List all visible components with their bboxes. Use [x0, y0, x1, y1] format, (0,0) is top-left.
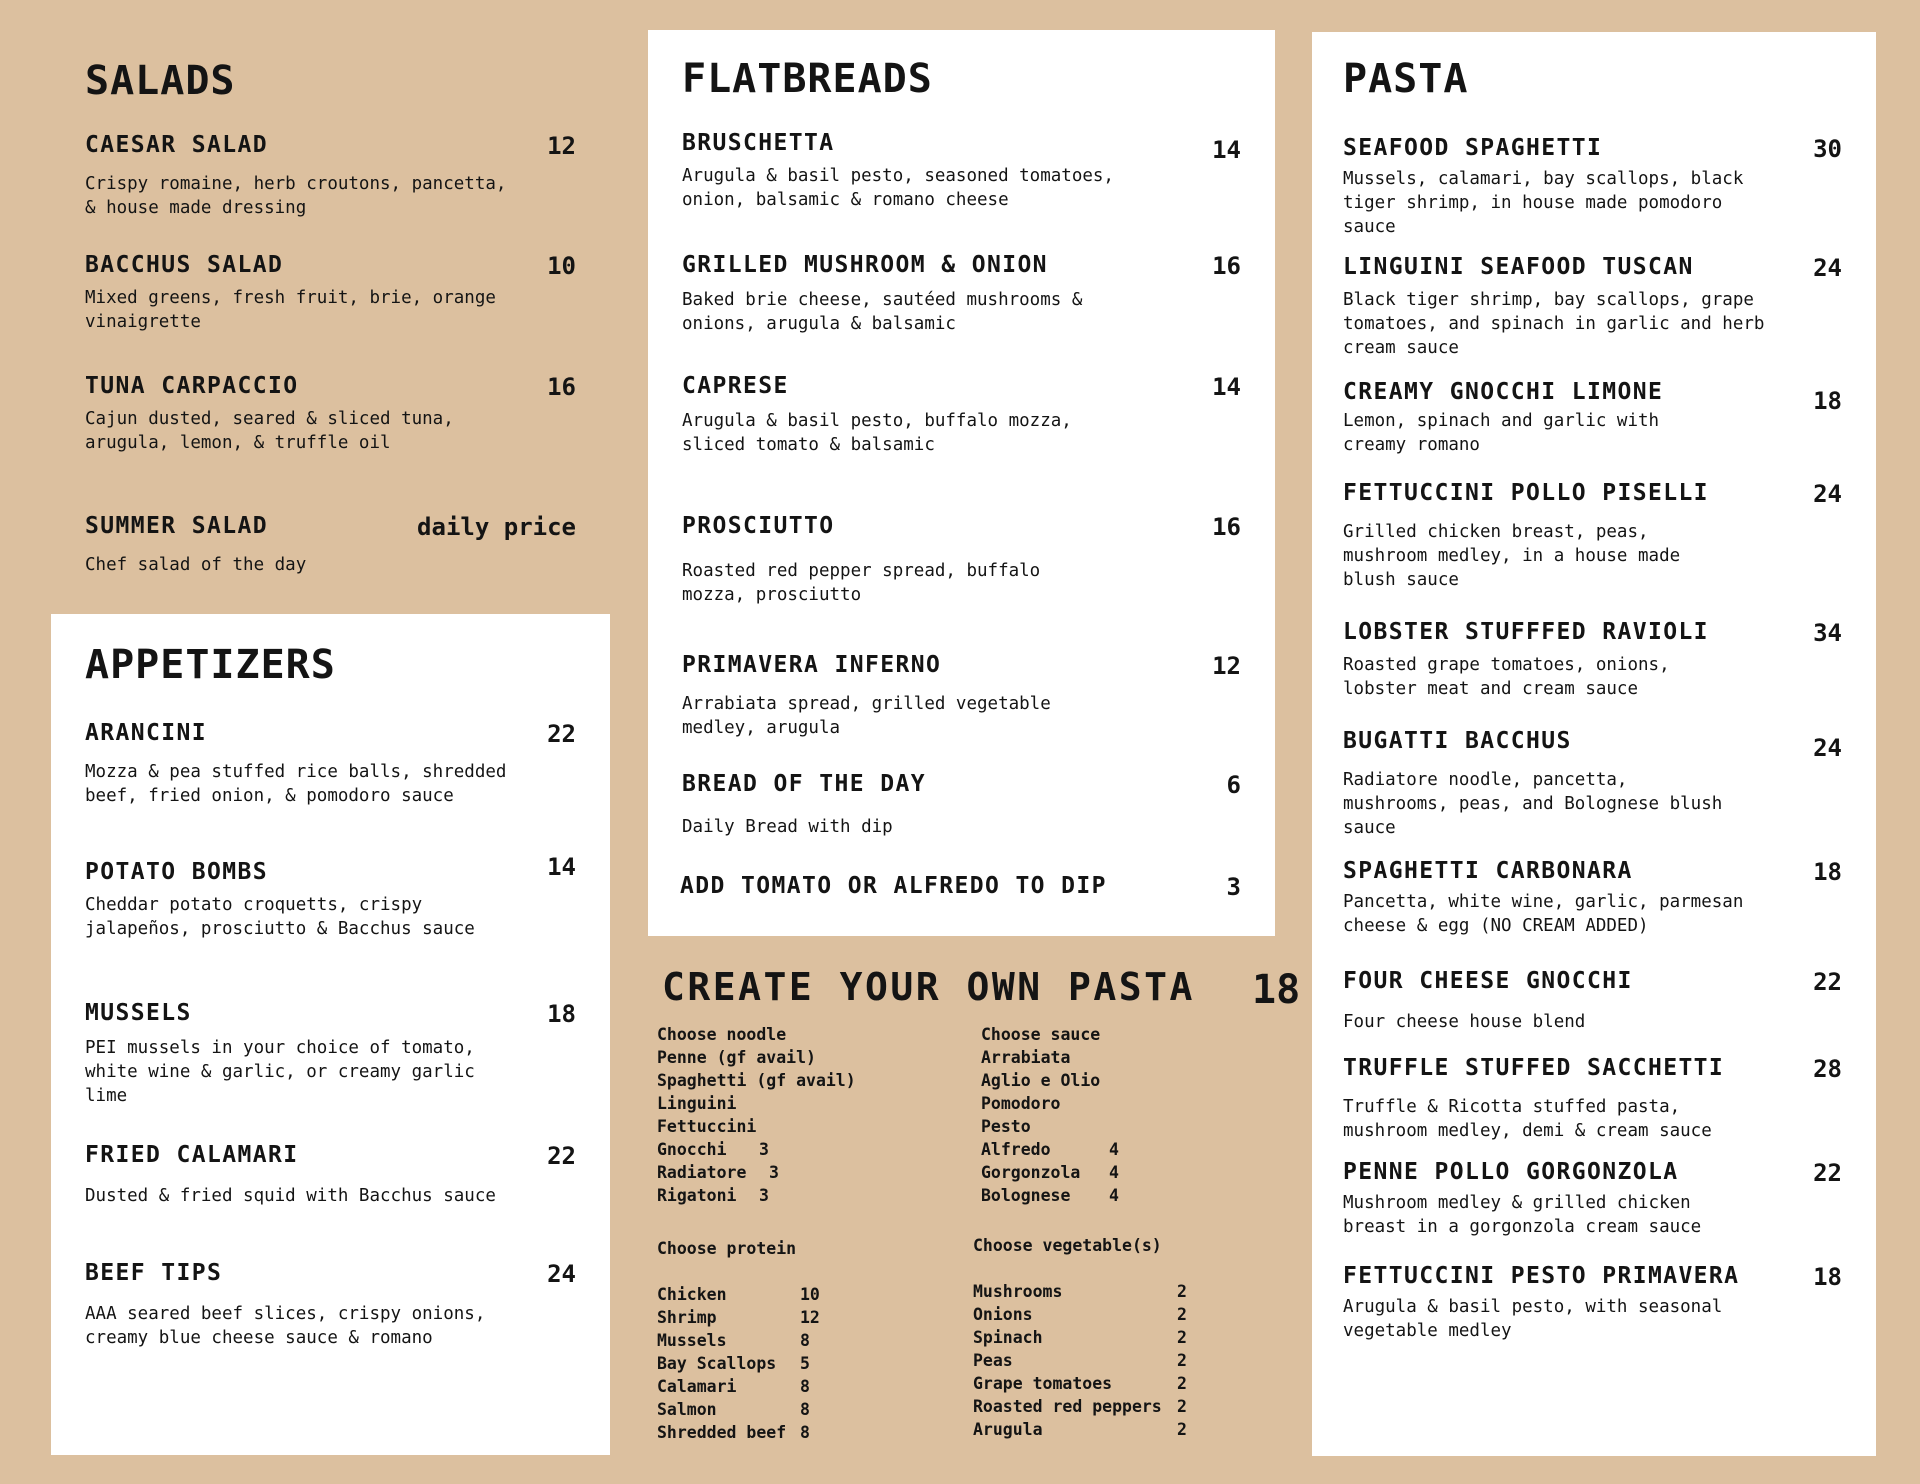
- option-name: Onions: [973, 1305, 1033, 1324]
- item-price: 16: [1212, 252, 1241, 280]
- item-price: 12: [1212, 652, 1241, 680]
- option-row: [657, 1283, 957, 1306]
- menu-item: [85, 1260, 576, 1350]
- option-name: Spaghetti (gf avail): [657, 1071, 856, 1090]
- menu-item: [680, 873, 1241, 899]
- item-description: Arrabiata spread, grilled vegetable medley, arugula: [682, 694, 1051, 738]
- item-name: SUMMER SALAD: [85, 513, 268, 539]
- menu-item: [85, 853, 576, 941]
- item-description: Lemon, spinach and garlic with creamy romano: [1343, 411, 1660, 455]
- option-price: 2: [1177, 1328, 1187, 1347]
- item-description: PEI mussels in your choice of tomato, white wine & garlic, or creamy garlic lime: [85, 1038, 475, 1106]
- item-name: BACCHUS SALAD: [85, 252, 284, 278]
- menu-item: [1343, 480, 1842, 592]
- option-price: 8: [800, 1400, 810, 1419]
- option-price: 4: [1109, 1140, 1119, 1159]
- option-heading: Choose sauce: [981, 1025, 1101, 1044]
- flatbreads-section: [648, 30, 1275, 936]
- item-description: Arugula & basil pesto, seasoned tomatoes, onion, balsamic & romano cheese: [682, 166, 1114, 210]
- option-name: Spinach: [973, 1328, 1043, 1347]
- menu-item: [85, 1142, 576, 1208]
- item-price: 22: [547, 1142, 576, 1170]
- option-row: [657, 1138, 957, 1161]
- option-price: 3: [759, 1140, 769, 1159]
- option-row: [973, 1395, 1293, 1418]
- section-title: APPETIZERS: [85, 642, 336, 688]
- item-name: CAPRESE: [682, 373, 789, 399]
- option-name: Bolognese: [981, 1186, 1071, 1205]
- option-price: 4: [1109, 1163, 1119, 1182]
- option-heading: Choose noodle: [657, 1025, 787, 1044]
- option-row: [657, 1421, 957, 1444]
- section-title: CREATE YOUR OWN PASTA: [662, 965, 1195, 1009]
- option-price: 8: [800, 1331, 810, 1350]
- menu-item: [682, 130, 1241, 212]
- option-row: [973, 1326, 1293, 1349]
- option-row: [973, 1372, 1293, 1395]
- item-description: Chef salad of the day: [85, 555, 307, 575]
- sauce-options: [981, 1023, 1281, 1207]
- item-name: CAESAR SALAD: [85, 132, 268, 158]
- option-row: [973, 1349, 1293, 1372]
- option-name: Shrimp: [657, 1308, 717, 1327]
- option-row: [973, 1418, 1293, 1441]
- item-price: 22: [1813, 968, 1842, 996]
- salads-section: [51, 44, 610, 616]
- option-row: [657, 1306, 957, 1329]
- item-price: 16: [1212, 513, 1241, 541]
- menu-item: [1343, 1159, 1842, 1239]
- option-price: 2: [1177, 1420, 1187, 1439]
- option-row: [981, 1161, 1281, 1184]
- menu-item: [85, 720, 576, 808]
- menu-item: [682, 652, 1241, 740]
- vegetable-options: [973, 1234, 1293, 1441]
- item-description: Four cheese house blend: [1343, 1012, 1586, 1032]
- item-name: POTATO BOMBS: [85, 859, 268, 885]
- item-price: 18: [547, 1000, 576, 1028]
- section-price: 18: [1252, 967, 1301, 1013]
- item-price: 24: [547, 1260, 576, 1288]
- option-name: Penne (gf avail): [657, 1048, 816, 1067]
- option-name: Grape tomatoes: [973, 1374, 1113, 1393]
- item-name: SEAFOOD SPAGHETTI: [1343, 135, 1603, 161]
- option-row: [657, 1398, 957, 1421]
- item-description: Radiatore noodle, pancetta, mushrooms, peas, and Bolognese blush sauce: [1343, 770, 1723, 838]
- option-price: 2: [1177, 1374, 1187, 1393]
- section-title: FLATBREADS: [682, 56, 933, 102]
- item-price: 34: [1813, 619, 1842, 647]
- item-description: Mussels, calamari, bay scallops, black tiger shrimp, in house made pomodoro sauce: [1343, 169, 1744, 237]
- option-name: Gnocchi: [657, 1140, 727, 1159]
- item-price: 18: [1813, 1263, 1842, 1291]
- menu-item: [682, 513, 1241, 607]
- option-row: [981, 1138, 1281, 1161]
- option-row: [981, 1046, 1281, 1069]
- option-name: Pesto: [981, 1117, 1031, 1136]
- option-price: 3: [759, 1186, 769, 1205]
- item-description: Truffle & Ricotta stuffed pasta, mushroom medley, demi & cream sauce: [1343, 1097, 1712, 1141]
- option-name: Calamari: [657, 1377, 737, 1396]
- menu-item: [1343, 379, 1842, 457]
- item-description: Dusted & fried squid with Bacchus sauce: [85, 1186, 496, 1206]
- menu-item: [85, 1000, 576, 1108]
- menu-item: [1343, 619, 1842, 701]
- item-price: 18: [1813, 858, 1842, 886]
- option-row: [657, 1046, 957, 1069]
- option-name: Mushrooms: [973, 1282, 1063, 1301]
- option-row: [973, 1303, 1293, 1326]
- item-price: 3: [1226, 873, 1241, 901]
- menu-item: [1343, 254, 1842, 360]
- item-name: GRILLED MUSHROOM & ONION: [682, 252, 1048, 278]
- menu-item: [682, 373, 1241, 457]
- option-row: [657, 1069, 957, 1092]
- create-your-own-pasta-section: [648, 955, 1308, 1460]
- option-name: Pomodoro: [981, 1094, 1061, 1113]
- item-description: Cheddar potato croquetts, crispy jalapeños, prosciutto & Bacchus sauce: [85, 895, 475, 939]
- menu-item: [85, 513, 576, 577]
- item-name: BUGATTI BACCHUS: [1343, 728, 1572, 754]
- item-name: TUNA CARPACCIO: [85, 373, 299, 399]
- option-name: Alfredo: [981, 1140, 1051, 1159]
- item-name: TRUFFLE STUFFED SACCHETTI: [1343, 1055, 1725, 1081]
- item-description: Black tiger shrimp, bay scallops, grape tomatoes, and spinach in garlic and herb cream sauce: [1343, 290, 1765, 358]
- option-price: 4: [1109, 1186, 1119, 1205]
- option-name: Aglio e Olio: [981, 1071, 1101, 1090]
- pasta-section: [1312, 32, 1876, 1456]
- menu-item: [1343, 968, 1842, 1034]
- item-price: 30: [1813, 135, 1842, 163]
- option-name: Arrabiata: [981, 1048, 1071, 1067]
- menu-item: [85, 252, 576, 334]
- option-price: 10: [800, 1285, 820, 1304]
- menu-item: [682, 252, 1241, 336]
- item-name: BRUSCHETTA: [682, 130, 835, 156]
- option-name: Gorgonzola: [981, 1163, 1081, 1182]
- item-description: Mixed greens, fresh fruit, brie, orange vinaigrette: [85, 288, 496, 332]
- option-price: 2: [1177, 1305, 1187, 1324]
- item-description: Arugula & basil pesto, buffalo mozza, sliced tomato & balsamic: [682, 411, 1072, 455]
- option-name: Roasted red peppers: [973, 1397, 1162, 1416]
- item-name: ARANCINI: [85, 720, 207, 746]
- item-price: 12: [547, 132, 576, 160]
- option-heading: Choose protein: [657, 1239, 797, 1258]
- item-name: CREAMY GNOCCHI LIMONE: [1343, 379, 1664, 405]
- option-price: 2: [1177, 1282, 1187, 1301]
- item-name: BREAD OF THE DAY: [682, 771, 926, 797]
- item-price: 10: [547, 252, 576, 280]
- option-name: Rigatoni: [657, 1186, 737, 1205]
- option-row: [981, 1092, 1281, 1115]
- item-name: PENNE POLLO GORGONZOLA: [1343, 1159, 1679, 1185]
- item-price: daily price: [417, 513, 576, 541]
- item-name: FETTUCCINI POLLO PISELLI: [1343, 480, 1709, 506]
- menu-item: [1343, 1263, 1842, 1343]
- item-name: FETTUCCINI PESTO PRIMAVERA: [1343, 1263, 1740, 1289]
- section-title: SALADS: [85, 58, 236, 104]
- option-row: [657, 1184, 957, 1207]
- option-row: [657, 1352, 957, 1375]
- option-price: 8: [800, 1423, 810, 1442]
- menu-item: [85, 373, 576, 455]
- item-price: 6: [1226, 771, 1241, 799]
- option-name: Shredded beef: [657, 1423, 787, 1442]
- option-row: [657, 1375, 957, 1398]
- item-price: 14: [547, 853, 576, 881]
- menu-item: [1343, 135, 1842, 239]
- item-description: AAA seared beef slices, crispy onions, creamy blue cheese sauce & romano: [85, 1304, 486, 1348]
- section-title: PASTA: [1343, 56, 1469, 102]
- option-row: [973, 1280, 1293, 1303]
- menu-item: [682, 771, 1241, 839]
- noodle-options: [657, 1023, 957, 1207]
- protein-options: [657, 1237, 957, 1444]
- option-price: 5: [800, 1354, 810, 1373]
- item-price: 22: [547, 720, 576, 748]
- item-name: LOBSTER STUFFFED RAVIOLI: [1343, 619, 1709, 645]
- option-name: Chicken: [657, 1285, 727, 1304]
- item-price: 24: [1813, 734, 1842, 762]
- item-price: 24: [1813, 480, 1842, 508]
- option-row: [981, 1069, 1281, 1092]
- option-price: 2: [1177, 1397, 1187, 1416]
- item-name: PRIMAVERA INFERNO: [682, 652, 942, 678]
- option-row: [657, 1161, 957, 1184]
- item-description: Arugula & basil pesto, with seasonal vegetable medley: [1343, 1297, 1723, 1341]
- option-row: [657, 1092, 957, 1115]
- item-name: FRIED CALAMARI: [85, 1142, 299, 1168]
- item-name: SPAGHETTI CARBONARA: [1343, 858, 1633, 884]
- item-name: BEEF TIPS: [85, 1260, 223, 1286]
- item-name: LINGUINI SEAFOOD TUSCAN: [1343, 254, 1694, 280]
- menu-item: [85, 132, 576, 220]
- item-price: 14: [1212, 136, 1241, 164]
- item-description: Mozza & pea stuffed rice balls, shredded beef, fried onion, & pomodoro sauce: [85, 762, 507, 806]
- item-name: PROSCIUTTO: [682, 513, 835, 539]
- option-name: Linguini: [657, 1094, 737, 1113]
- item-description: Roasted grape tomatoes, onions, lobster meat and cream sauce: [1343, 655, 1670, 699]
- option-name: Bay Scallops: [657, 1354, 777, 1373]
- option-name: Fettuccini: [657, 1117, 757, 1136]
- item-description: Pancetta, white wine, garlic, parmesan cheese & egg (NO CREAM ADDED): [1343, 892, 1744, 936]
- item-description: Grilled chicken breast, peas, mushroom medley, in a house made blush sauce: [1343, 522, 1681, 590]
- item-description: Crispy romaine, herb croutons, pancetta, & house made dressing: [85, 174, 507, 218]
- item-price: 18: [1813, 387, 1842, 415]
- option-name: Salmon: [657, 1400, 717, 1419]
- item-name: MUSSELS: [85, 1000, 192, 1026]
- option-row: [657, 1329, 957, 1352]
- item-description: Cajun dusted, seared & sliced tuna, arugula, lemon, & truffle oil: [85, 409, 454, 453]
- option-name: Peas: [973, 1351, 1013, 1370]
- option-row: [981, 1184, 1281, 1207]
- item-price: 22: [1813, 1159, 1842, 1187]
- item-price: 16: [547, 373, 576, 401]
- item-price: 14: [1212, 373, 1241, 401]
- option-price: 2: [1177, 1351, 1187, 1370]
- item-description: Roasted red pepper spread, buffalo mozza, prosciutto: [682, 561, 1041, 605]
- menu-item: [1343, 728, 1842, 840]
- option-heading: Choose vegetable(s): [973, 1236, 1162, 1255]
- item-name: ADD TOMATO OR ALFREDO TO DIP: [680, 873, 1107, 899]
- option-price: 12: [800, 1308, 820, 1327]
- item-description: Baked brie cheese, sautéed mushrooms & onions, arugula & balsamic: [682, 290, 1083, 334]
- appetizers-section: [51, 614, 610, 1455]
- menu-item: [1343, 1055, 1842, 1143]
- item-price: 24: [1813, 254, 1842, 282]
- option-row: [657, 1115, 957, 1138]
- menu-item: [1343, 858, 1842, 938]
- item-name: FOUR CHEESE GNOCCHI: [1343, 968, 1633, 994]
- option-name: Radiatore: [657, 1163, 747, 1182]
- option-row: [981, 1115, 1281, 1138]
- item-price: 28: [1813, 1055, 1842, 1083]
- item-description: Mushroom medley & grilled chicken breast in a gorgonzola cream sauce: [1343, 1193, 1702, 1237]
- option-name: Arugula: [973, 1420, 1043, 1439]
- option-name: Mussels: [657, 1331, 727, 1350]
- option-price: 8: [800, 1377, 810, 1396]
- item-description: Daily Bread with dip: [682, 817, 893, 837]
- option-price: 3: [769, 1163, 779, 1182]
